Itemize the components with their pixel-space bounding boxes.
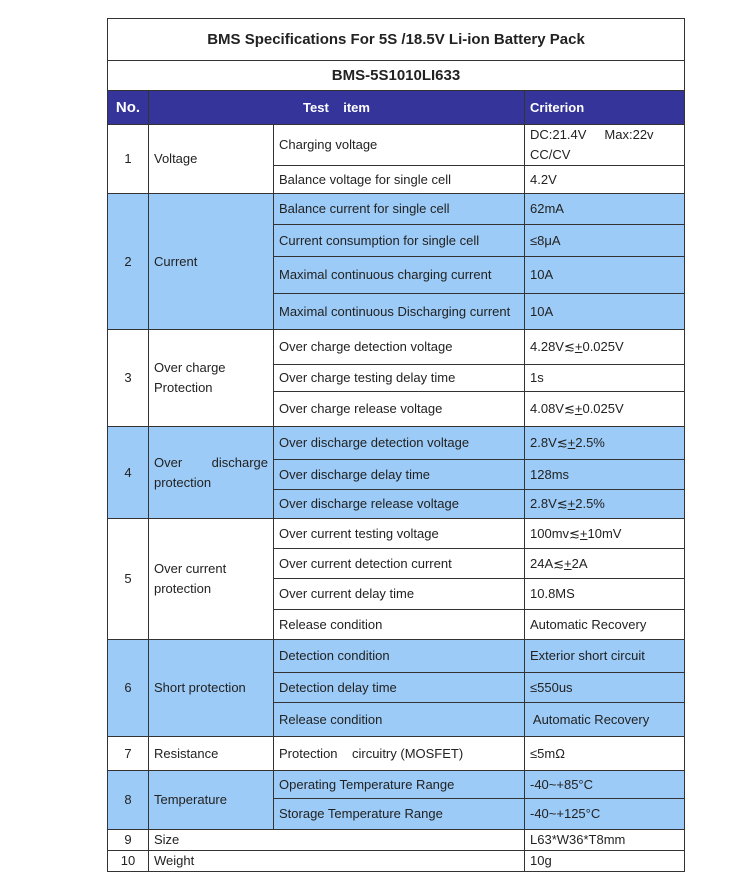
value-prefix: 24A≲: [530, 555, 565, 571]
criterion-line: CC/CV: [530, 147, 571, 162]
value-prefix: 2.8V≲: [530, 435, 568, 450]
header-row: [108, 91, 685, 125]
group-name: Resistance: [149, 737, 274, 771]
test-item: Over charge detection voltage: [274, 330, 525, 365]
table-row: [108, 851, 685, 872]
value-suffix: 10mV: [587, 525, 622, 541]
table-title: BMS Specifications For 5S /18.5V Li-ion Battery Pack: [108, 19, 685, 61]
group-number: 7: [108, 737, 149, 771]
table-row: [108, 194, 685, 225]
value-suffix: 0.025V: [582, 401, 624, 416]
test-item: Maximal continuous Discharging current: [274, 294, 525, 330]
table-row: [108, 125, 685, 166]
criterion-value: 10g: [525, 851, 685, 872]
test-item: Maximal continuous charging current: [274, 257, 525, 294]
group-name: Over discharge protection: [149, 427, 274, 519]
model-number: BMS-5S1010LI633: [108, 61, 685, 91]
test-item: Over discharge delay time: [274, 460, 525, 490]
group-number: 8: [108, 771, 149, 830]
criterion-value: ≤8μA: [525, 225, 685, 257]
header-test-item: Test item: [149, 91, 525, 125]
criterion-value: ≤5mΩ: [525, 737, 685, 771]
group-name: Over charge Protection: [149, 330, 274, 427]
test-item: Release condition: [274, 610, 525, 640]
group-number: 5: [108, 519, 149, 640]
criterion-value: Automatic Recovery: [525, 703, 685, 737]
table-row: [108, 737, 685, 771]
plus-minus-sign: +: [567, 496, 576, 511]
test-item: Over current delay time: [274, 579, 525, 610]
test-item: Operating Temperature Range: [274, 771, 525, 799]
group-number: 2: [108, 194, 149, 330]
header-no: No.: [108, 91, 149, 125]
group-name: Short protection: [149, 640, 274, 737]
criterion-value: [525, 490, 685, 519]
table-row: [108, 830, 685, 851]
criterion-value: [525, 125, 685, 166]
row-name: Size: [149, 830, 525, 851]
criterion-line: DC:21.4V Max:22v: [530, 127, 654, 142]
test-item: Over current detection current: [274, 549, 525, 579]
criterion-value: -40~+85°C: [525, 771, 685, 799]
value-prefix: 100mv≲: [530, 525, 580, 541]
plus-minus-sign: +: [564, 555, 572, 571]
table-row: [108, 640, 685, 673]
bms-spec-table: [107, 18, 685, 872]
title-row: [108, 19, 685, 61]
value-suffix: 0.025V: [582, 339, 624, 354]
row-number: 9: [108, 830, 149, 851]
criterion-value: 10A: [525, 257, 685, 294]
plus-minus-sign: +: [567, 435, 576, 450]
criterion-value: [525, 549, 685, 579]
test-item: Over charge testing delay time: [274, 365, 525, 392]
value-suffix: 2A: [571, 555, 588, 571]
criterion-value: 4.2V: [525, 166, 685, 194]
criterion-value: 128ms: [525, 460, 685, 490]
criterion-value: ≤550us: [525, 673, 685, 703]
test-item: Current consumption for single cell: [274, 225, 525, 257]
model-row: [108, 61, 685, 91]
value-prefix: 4.28V≲: [530, 339, 575, 354]
test-item: Over discharge release voltage: [274, 490, 525, 519]
criterion-value: [525, 392, 685, 427]
test-item: Storage Temperature Range: [274, 799, 525, 830]
value-prefix: 2.8V≲: [530, 496, 568, 511]
row-number: 10: [108, 851, 149, 872]
test-item: Balance current for single cell: [274, 194, 525, 225]
criterion-value: 1s: [525, 365, 685, 392]
table-row: [108, 519, 685, 549]
group-number: 3: [108, 330, 149, 427]
value-suffix: 2.5%: [575, 435, 605, 450]
criterion-value: [525, 330, 685, 365]
test-item: Charging voltage: [274, 125, 525, 166]
criterion-value: [525, 427, 685, 460]
criterion-value: [525, 519, 685, 549]
test-item: Release condition: [274, 703, 525, 737]
test-item: Balance voltage for single cell: [274, 166, 525, 194]
criterion-value: 10A: [525, 294, 685, 330]
criterion-value: -40~+125°C: [525, 799, 685, 830]
plus-minus-sign: +: [574, 401, 583, 416]
test-item: Protection circuitry (MOSFET): [274, 737, 525, 771]
group-name: Current: [149, 194, 274, 330]
group-name: Over current protection: [149, 519, 274, 640]
criterion-value: 62mA: [525, 194, 685, 225]
header-criterion: Criterion: [525, 91, 685, 125]
value-suffix: 2.5%: [575, 496, 605, 511]
test-item: Over discharge detection voltage: [274, 427, 525, 460]
row-name: Weight: [149, 851, 525, 872]
test-item: Over charge release voltage: [274, 392, 525, 427]
group-number: 4: [108, 427, 149, 519]
group-number: 1: [108, 125, 149, 194]
group-number: 6: [108, 640, 149, 737]
group-name: Voltage: [149, 125, 274, 194]
test-item: Detection condition: [274, 640, 525, 673]
test-item: Detection delay time: [274, 673, 525, 703]
criterion-value: Exterior short circuit: [525, 640, 685, 673]
group-name: Temperature: [149, 771, 274, 830]
plus-minus-sign: +: [579, 525, 588, 541]
criterion-value: 10.8MS: [525, 579, 685, 610]
criterion-value: L63*W36*T8mm: [525, 830, 685, 851]
test-item: Over current testing voltage: [274, 519, 525, 549]
table-row: [108, 427, 685, 460]
table-row: [108, 771, 685, 799]
criterion-value: Automatic Recovery: [525, 610, 685, 640]
table-row: [108, 330, 685, 365]
plus-minus-sign: +: [574, 339, 583, 354]
value-prefix: 4.08V≲: [530, 401, 575, 416]
